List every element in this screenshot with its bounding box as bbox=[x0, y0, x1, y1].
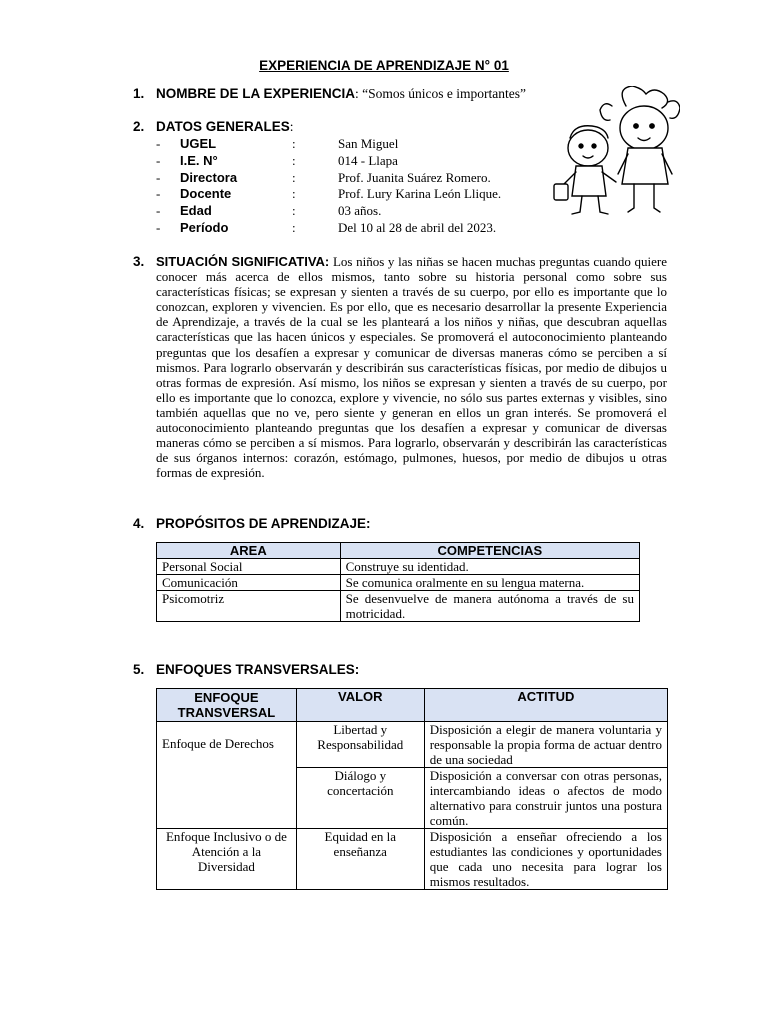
row-colon: : bbox=[292, 153, 296, 168]
table-row bbox=[157, 575, 640, 591]
general-data-row bbox=[156, 170, 556, 187]
row-value: San Miguel bbox=[338, 136, 399, 151]
general-data-row bbox=[156, 203, 556, 220]
area-cell: Psicomotriz bbox=[157, 591, 341, 622]
row-value: 014 - Llapa bbox=[338, 153, 398, 168]
general-data-row bbox=[156, 153, 556, 170]
section-number: 4. bbox=[133, 516, 145, 531]
section-number: 1. bbox=[133, 86, 145, 101]
section-4 bbox=[0, 516, 768, 534]
value-cell: Libertad y Responsabilidad bbox=[296, 722, 424, 768]
column-header: VALOR bbox=[296, 689, 424, 722]
section-heading: ENFOQUES TRANSVERSALES: bbox=[156, 662, 360, 677]
column-header: ENFOQUE TRANSVERSAL bbox=[157, 689, 297, 722]
area-cell: Comunicación bbox=[157, 575, 341, 591]
purposes-table bbox=[156, 542, 640, 622]
competence-cell: Construye su identidad. bbox=[340, 559, 639, 575]
experience-name: : “Somos únicos e importantes” bbox=[355, 86, 527, 101]
significant-situation bbox=[156, 254, 667, 480]
dash: - bbox=[156, 220, 161, 235]
competence-cell: Se desenvuelve de manera autónoma a través de su motricidad. bbox=[340, 591, 639, 622]
section-number: 5. bbox=[133, 662, 145, 677]
table-row bbox=[157, 829, 668, 890]
situation-text: Los niños y las niñas se hacen muchas preguntas cuando quiere conocer más acerca de ellos mismos, tanto sobre su historia personal como sobre sus características físicas; se expresan y sienten a través de su cuerpo, por ello es importante que lo conozcan, exploren y vivencien. Es por ello, que es necesario desarrollar la presente Experiencia de Aprendizaje, a través de la cual se les planteará a los niños y niñas, que descubran aquellas características que las hacen únicos y especiales. Se promoverá el autoconocimiento planteando preguntas que los desafíen a expresar y comunicar de diversas maneras cómo se perciben a sí mismos. Para lograrlo observarán y describirán sus características físicas, por medio de dibujos u otras formas de expresión. Así mismo, los niños se expresan y sienten a través de su cuerpo, por ello es importante que lo conozca, explore y vivencie, no sólo sus partes externas y visibles, sino también aquellas que no ve, pero siente y generan en ellos un gran interés. Se promoverá el autoconocimiento planteando preguntas que los desafíen a expresar y comunicar de diversas maneras cómo se perciben a sí mismos. Para lograrlo, observarán y describirán las características de sus órganos internos: corazón, estómago, pulmones, huesos, por medio de dibujos u otras formas de expresión. bbox=[156, 254, 668, 481]
row-colon: : bbox=[292, 186, 296, 201]
value-cell: Equidad en la enseñanza bbox=[296, 829, 424, 890]
section-heading: SITUACIÓN SIGNIFICATIVA: bbox=[156, 254, 330, 269]
column-header: COMPETENCIAS bbox=[340, 543, 639, 559]
column-header: AREA bbox=[157, 543, 341, 559]
attitude-cell: Disposición a enseñar ofreciendo a los estudiantes las condiciones y oportunidades que cada uno necesita para lograr los mismos resultados. bbox=[424, 829, 667, 890]
document-title: EXPERIENCIA DE APRENDIZAJE N° 01 bbox=[259, 58, 509, 73]
section-number: 3. bbox=[133, 254, 145, 269]
general-data-row bbox=[156, 136, 556, 153]
row-label: Período bbox=[180, 220, 229, 235]
general-data-row bbox=[156, 186, 556, 203]
dash: - bbox=[156, 170, 161, 185]
table-header-row bbox=[157, 689, 668, 722]
row-colon: : bbox=[292, 203, 296, 218]
row-label: I.E. N° bbox=[180, 153, 218, 168]
row-label: Edad bbox=[180, 203, 212, 218]
table-row bbox=[157, 591, 640, 622]
dash: - bbox=[156, 203, 161, 218]
row-value: Prof. Juanita Suárez Romero. bbox=[338, 170, 491, 185]
general-data-row bbox=[156, 220, 556, 237]
heading-colon: : bbox=[289, 119, 294, 134]
row-value: 03 años. bbox=[338, 203, 382, 218]
dash: - bbox=[156, 136, 161, 151]
children-illustration-icon bbox=[552, 86, 680, 220]
table-row bbox=[157, 722, 668, 768]
table-header-row bbox=[157, 543, 640, 559]
section-number: 2. bbox=[133, 119, 145, 134]
section-3 bbox=[0, 254, 150, 272]
row-value: Prof. Lury Karina León Llique. bbox=[338, 186, 502, 201]
section-heading: PROPÓSITOS DE APRENDIZAJE: bbox=[156, 516, 371, 531]
transversal-approaches-table bbox=[156, 688, 668, 890]
row-label: Directora bbox=[180, 170, 238, 185]
section-5 bbox=[0, 662, 768, 680]
attitude-cell: Disposición a elegir de manera voluntaria y responsable la propia forma de actuar dentro de una sociedad bbox=[424, 722, 667, 768]
dash: - bbox=[156, 153, 161, 168]
row-value: Del 10 al 28 de abril del 2023. bbox=[338, 220, 497, 235]
section-heading: DATOS GENERALES bbox=[156, 119, 290, 134]
approach-cell: Enfoque de Derechos bbox=[157, 722, 297, 829]
approach-cell: Enfoque Inclusivo o de Atención a la Diversidad bbox=[157, 829, 297, 890]
row-label: Docente bbox=[180, 186, 232, 201]
column-header: ACTITUD bbox=[424, 689, 667, 722]
table-row bbox=[157, 559, 640, 575]
area-cell: Personal Social bbox=[157, 559, 341, 575]
value-cell: Diálogo y concertación bbox=[296, 768, 424, 829]
dash: - bbox=[156, 186, 161, 201]
row-colon: : bbox=[292, 136, 296, 151]
row-colon: : bbox=[292, 170, 296, 185]
row-label: UGEL bbox=[180, 136, 217, 151]
attitude-cell: Disposición a conversar con otras personas, intercambiando ideas o afectos de modo alternativo para construir juntos una postura común. bbox=[424, 768, 667, 829]
competence-cell: Se comunica oralmente en su lengua materna. bbox=[340, 575, 639, 591]
section-heading: NOMBRE DE LA EXPERIENCIA bbox=[156, 86, 356, 101]
row-colon: : bbox=[292, 220, 296, 235]
